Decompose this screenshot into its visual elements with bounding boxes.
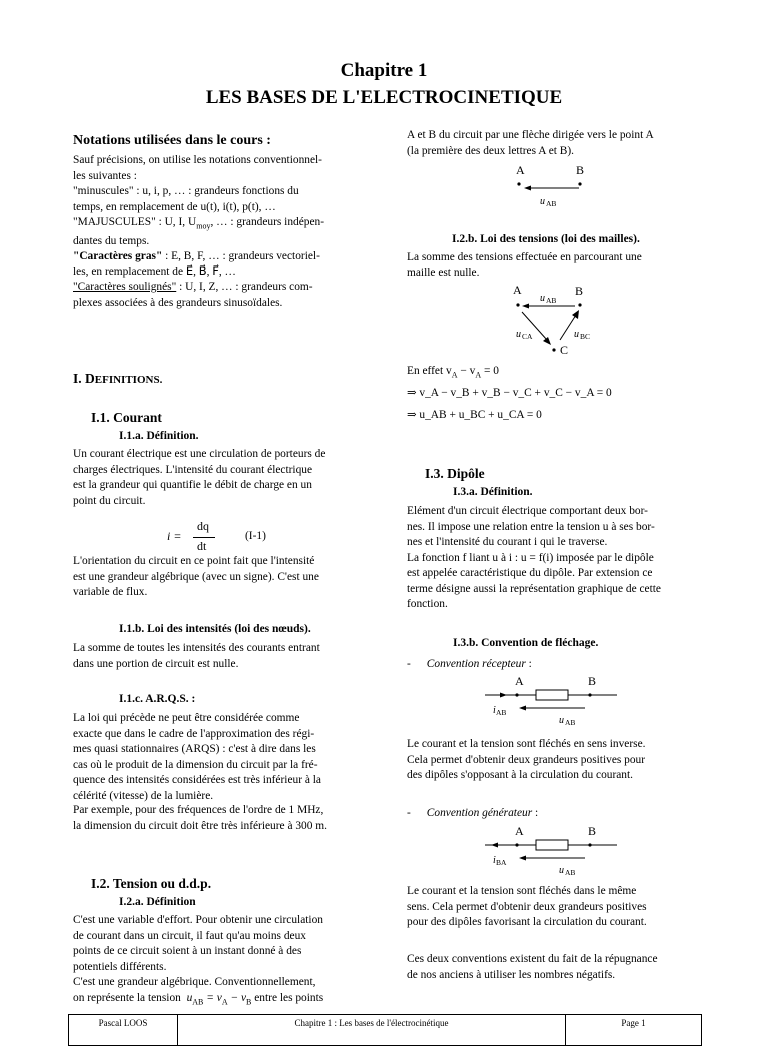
text-line: La somme des tensions effectuée en parcourant une [407, 251, 642, 263]
fig-label-a: A [513, 283, 522, 297]
fig-label-b: B [588, 824, 597, 838]
dash: - [407, 658, 411, 670]
eq-text: − v [457, 365, 476, 377]
fig-u: u [559, 865, 564, 876]
text-line: nes. Il impose une relation entre la tension u à ses bor- [407, 520, 655, 533]
conv-colon: : [532, 807, 539, 819]
text-line: Le courant et la tension sont fléchés en sens inverse. [407, 738, 646, 750]
equation-i1 [167, 519, 287, 559]
notations-line [73, 280, 362, 296]
voltage-arrow-head [519, 706, 526, 711]
fig-u: u [559, 715, 564, 726]
fig-label-a: A [516, 163, 525, 177]
node-c [552, 348, 555, 351]
sub-arqs: I.1.c. A.R.Q.S. : [119, 693, 196, 705]
text-line: charges électriques. L'intensité du courant électrique [73, 463, 313, 476]
notations-line: dantes du temps. [73, 234, 150, 247]
fig-u-sub: AB [565, 718, 576, 727]
text-line: est une grandeur algébrique (avec un signe). C'est une [73, 570, 319, 583]
fraction-bar [193, 537, 215, 538]
text-line: des dipôles s'opposant à la circulation du courant. [407, 769, 634, 781]
section-tension: I.2. Tension ou d.d.p. [91, 876, 212, 891]
eq-var: u [186, 991, 193, 1004]
arqs-paragraph [73, 711, 362, 804]
dash: - [407, 807, 411, 819]
notations-line: temps, en remplacement de u(t), i(t), p(t), … [73, 200, 276, 213]
notations-text: : U, I, Z, … : grandeurs com- [176, 281, 313, 294]
arrow-head-ab [522, 304, 529, 309]
figure-uab-arrow [507, 161, 597, 211]
node-b [578, 303, 581, 306]
node-b [588, 693, 591, 696]
text-line: de nos anciens à utiliser les nombres négatifs. [407, 968, 616, 981]
chapter-number: Chapitre 1 [340, 60, 428, 81]
fig-ubc: u [574, 329, 579, 340]
text-line: fonction. [407, 598, 448, 610]
figure-mesh-triangle [502, 280, 612, 364]
notations-heading: Notations utilisées dans le cours : [73, 133, 271, 148]
text-line: exacte que dans le cadre de l'approximation des régi- [73, 727, 315, 740]
dipole-paragraph [407, 504, 697, 613]
fig-u: u [540, 196, 545, 207]
equation-label: (I-1) [245, 530, 266, 542]
text-line: C'est une grandeur algébrique. Conventionnellement, [73, 976, 316, 988]
text-line: mes quasi stationnaires (ARQS) : c'est à dire dans les [73, 743, 316, 755]
resistor [536, 840, 568, 850]
loi-noeuds-paragraph [73, 641, 362, 672]
fig-i: i [493, 855, 496, 866]
current-arrow-head [500, 693, 507, 698]
conv-name: Convention générateur [426, 807, 533, 819]
sub-definition: I.1.a. Définition. [119, 430, 199, 442]
sub-fleche: I.3.b. Convention de fléchage. [453, 637, 599, 649]
notations-line: Sauf précisions, on utilise les notations conventionnel- [73, 154, 322, 166]
fig-i-sub: BA [496, 858, 507, 867]
text-line: Le courant et la tension sont fléchés dans le même [407, 885, 637, 897]
text-line: dans une portion de circuit est nulle. [73, 657, 239, 670]
equation-line-1 [407, 364, 499, 383]
eq-sub: AB [192, 996, 204, 1006]
sub-dipole-definition: I.3.a. Définition. [453, 486, 533, 498]
convention-generateur-label [407, 803, 538, 821]
conv-name: Convention récepteur [426, 658, 526, 670]
notations-body [73, 153, 362, 311]
eq-var: − v [227, 991, 247, 1004]
tension-paragraph [73, 913, 362, 1009]
section-rest: EFINITIONS. [94, 374, 163, 386]
arrow-head [524, 186, 531, 191]
fig-uab-sub: AB [546, 296, 557, 305]
node-a [517, 182, 520, 185]
fig-label-b: B [575, 284, 584, 298]
text-line: quence des intensités considérées est très inférieur à la [73, 774, 321, 786]
eq-sub: A [221, 996, 228, 1006]
text-line: C'est une variable d'effort. Pour obtenir une circulation [73, 914, 323, 926]
node-b [578, 182, 581, 185]
figure-convention-generateur [483, 821, 623, 879]
notations-text: : E, B, F, … : grandeurs vectoriel- [162, 250, 320, 263]
text-line: Cela permet d'obtenir deux grandeurs positives pour [407, 753, 646, 766]
footer-title: Chapitre 1 : Les bases de l'électrocinétique [178, 1015, 566, 1045]
section-courant: I.1. Courant [91, 410, 162, 425]
text-line: Elément d'un circuit électrique comportant deux bor- [407, 505, 648, 517]
text-line: L'orientation du circuit en ce point fait que l'intensité [73, 555, 315, 567]
loi-mailles-paragraph [407, 250, 697, 281]
node-a [515, 843, 518, 846]
text-line: La somme de toutes les intensités des courants entrant [73, 642, 320, 654]
recepteur-paragraph [407, 737, 697, 784]
equation-line-3: ⇒ u_AB + u_BC + u_CA = 0 [407, 409, 542, 421]
text-line: sens. Cela permet d'obtenir deux grandeurs positives [407, 900, 647, 913]
fig-label-a: A [515, 824, 524, 838]
eq-lhs: i = [167, 529, 182, 543]
eq-var: = v [203, 991, 222, 1004]
text-line: variable de flux. [73, 586, 148, 598]
fig-u-sub: AB [565, 868, 576, 877]
chapter-title: LES BASES DE L'ELECTROCINETIQUE [205, 87, 563, 108]
fig-i: i [493, 705, 496, 716]
text-line: terme désigne aussi la représentation graphique de cette [407, 582, 661, 595]
fig-uca-sub: CA [522, 332, 533, 341]
eq-sub: A [451, 370, 458, 380]
section-definitions [73, 371, 162, 387]
notations-line [73, 249, 362, 265]
fig-uca: u [516, 329, 521, 340]
text-line: la dimension du circuit doit être très inférieure à 300 m. [73, 819, 327, 832]
fig-i-sub: AB [496, 708, 507, 717]
text-line: célérité (vitesse) de la lumière. [73, 789, 214, 802]
section-prefix: I. D [73, 371, 95, 386]
notations-line: les suivantes : [73, 169, 137, 182]
text-line: A et B du circuit par une flèche dirigée vers le point A [407, 129, 654, 141]
text-line: maille est nulle. [407, 266, 480, 279]
notations-line: plexes associées à des grandeurs sinusoïdales. [73, 296, 283, 309]
text-line: de courant dans un circuit, il faut qu'au moins deux [73, 929, 306, 942]
equation-line-2: ⇒ v_A − v_B + v_B − v_C + v_C − v_A = 0 [407, 387, 612, 399]
fig-label-b: B [576, 163, 585, 177]
fig-ubc-sub: BC [580, 332, 591, 341]
voltage-arrow-head [519, 856, 526, 861]
text-line: cas où le produit de la dimension du circuit par la fré- [73, 758, 318, 771]
eq-denominator: dt [197, 539, 207, 553]
current-arrow-head [491, 843, 498, 848]
eq-text: = 0 [481, 365, 499, 377]
underlined-label: "Caractères soulignés" [73, 281, 177, 294]
eq-text: En effet v [407, 365, 452, 377]
section-dipole: I.3. Dipôle [425, 466, 485, 481]
fig-label-a: A [515, 674, 524, 688]
eq-numerator: dq [197, 519, 209, 533]
footer-page: Page 1 [621, 1018, 646, 1028]
text-line: potentiels différents. [73, 960, 167, 973]
arrow-head-bc [572, 310, 579, 319]
text-line: est la grandeur qui quantifie le débit de charge en un [73, 479, 312, 491]
text-line: nes et l'intensité du courant i qui le traverse. [407, 536, 608, 548]
convention-recepteur-label [407, 654, 532, 672]
notations-text: , … : grandeurs indépen- [210, 216, 325, 228]
node-a [516, 303, 519, 306]
text-part: entre les points [251, 991, 324, 1004]
fig-label-b: B [588, 674, 597, 688]
text-line: Par exemple, pour des fréquences de l'ordre de 1 MHz, [73, 804, 324, 816]
sub-tension-definition: I.2.a. Définition [119, 896, 196, 908]
text-line: est appelée caractéristique du dipôle. Par extension ce [407, 567, 653, 579]
conv-colon: : [525, 658, 532, 670]
text-part: on représente la tension [73, 991, 181, 1004]
text-line: La loi qui précède ne peut être considérée comme [73, 712, 300, 724]
right-column [407, 128, 697, 981]
text-line: Un courant électrique est une circulation de porteurs de [73, 448, 326, 460]
text-line: Ces deux conventions existent du fait de la répugnance [407, 953, 658, 965]
arrow-head-ca [543, 337, 551, 345]
fig-uab: u [540, 293, 545, 304]
fig-u-sub: AB [546, 199, 557, 208]
text-line: pour des dipôles favorisant la circulation du courant. [407, 916, 647, 928]
notations-text: "MAJUSCULES" : U, I, U [73, 216, 197, 228]
courant-paragraph [73, 447, 362, 509]
text-line [73, 991, 362, 1010]
bold-label: "Caractères gras" [73, 250, 163, 263]
resistor [536, 690, 568, 700]
text-line: (la première des deux lettres A et B). [407, 144, 575, 157]
page-footer [68, 1014, 702, 1046]
sub-loi-noeuds: I.1.b. Loi des intensités (loi des nœuds). [119, 623, 311, 635]
notations-line: "minuscules" : u, i, p, … : grandeurs fonctions du [73, 185, 299, 197]
right-intro [407, 128, 697, 159]
sub-loi-mailles: I.2.b. Loi des tensions (loi des mailles). [452, 233, 640, 245]
eq-sub: B [246, 996, 252, 1006]
node-a [515, 693, 518, 696]
node-b [588, 843, 591, 846]
figure-convention-recepteur [483, 671, 623, 729]
generateur-paragraph [407, 884, 697, 931]
footer-author: Pascal LOOS [69, 1015, 178, 1045]
arqs-example [73, 803, 362, 834]
left-column [73, 133, 362, 1006]
flux-paragraph [73, 554, 362, 601]
text-line: points de ce circuit soient à un instant donné à des [73, 945, 302, 957]
text-line: point du circuit. [73, 494, 146, 507]
notations-line [73, 215, 362, 234]
conventions-paragraph [407, 952, 697, 983]
fig-label-c: C [560, 343, 569, 357]
notations-sub: moy [196, 221, 211, 231]
text-line: La fonction f liant u à i : u = f(i) imposée par le dipôle [407, 551, 654, 564]
notations-line: les, en remplacement de E⃗, B⃗, F⃗, … [73, 265, 236, 278]
eq-sub: A [475, 370, 482, 380]
